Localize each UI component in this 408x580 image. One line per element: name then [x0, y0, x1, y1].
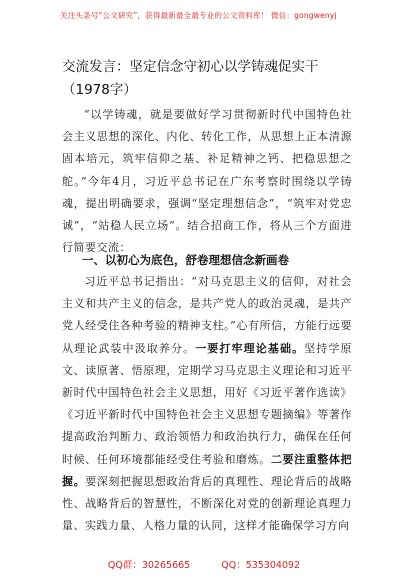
paragraph-text-e: 要深刻把握思想政治背后的真理性、理论背后的战略性、战略背后的智慧性，不断深化对党的创新理论真理力量、实践力量、人格力量的认同，这样才能确保学习方向	[62, 474, 353, 533]
section-heading-1: 一、以初心为底色，舒卷理想信念新画卷	[82, 253, 289, 267]
footer-qq: QQ：535304092	[221, 560, 301, 571]
bold-point-2: 二要注重整体把握。	[62, 452, 352, 488]
paragraph-intro-text: “以学铸魂，就是要做好学习贯彻新时代中国特色社会主义思想的深化、内化、转化工作，从思想上正本清源固本培元，筑牢信仰之基、补足精神之钙、把稳思想之舵。”今年4月，习近平总书记在广东考察时围绕以学铸魂，提出明确要求，强调“坚定理想信念”，“筑牢对党忠诚”，“站稳人民立场”。结合招商工作，将从三个方面进行简要交流：	[62, 108, 352, 255]
footer-contact	[0, 557, 408, 571]
banner-wechat-id: gongwenyj	[294, 11, 337, 20]
banner-text: 关注头条号“公文研究”，获得最新最全最专业的公文资料库！	[60, 11, 269, 20]
paragraph-intro	[62, 104, 352, 259]
footer-qq-group: QQ群：30265665	[107, 560, 191, 571]
paragraph-text-a: 习近平总书记指出：“对马克思主义的信仰，对社会主义和共产主义的信念，是共产党人的政治灵魂，是共产党人经受住各种考验的精神支柱。”心有所信，方能行远要从理论武装中汲取养分。	[62, 275, 352, 355]
promo-banner	[60, 10, 360, 21]
bold-point-1: 一要打牢理论基础。	[195, 341, 305, 355]
banner-wechat-label: 微信：	[270, 11, 295, 20]
paragraph-section-1	[62, 271, 352, 537]
document-title: 交流发言：坚定信念守初心以学铸魂促实干（1978字）	[62, 59, 319, 98]
paragraph-text-c: 坚持学原文、读原著、悟原理，定期学习马克思主义理论和习近平新时代中国特色社会主义思想，用好《习近平著作选读》《习近平新时代中国特色社会主义思想专题摘编》等著作提高政治判断力、政治领悟力和政治执行力，确保在任何时候、任何环境都能经受住考验和磨炼。	[62, 341, 353, 466]
